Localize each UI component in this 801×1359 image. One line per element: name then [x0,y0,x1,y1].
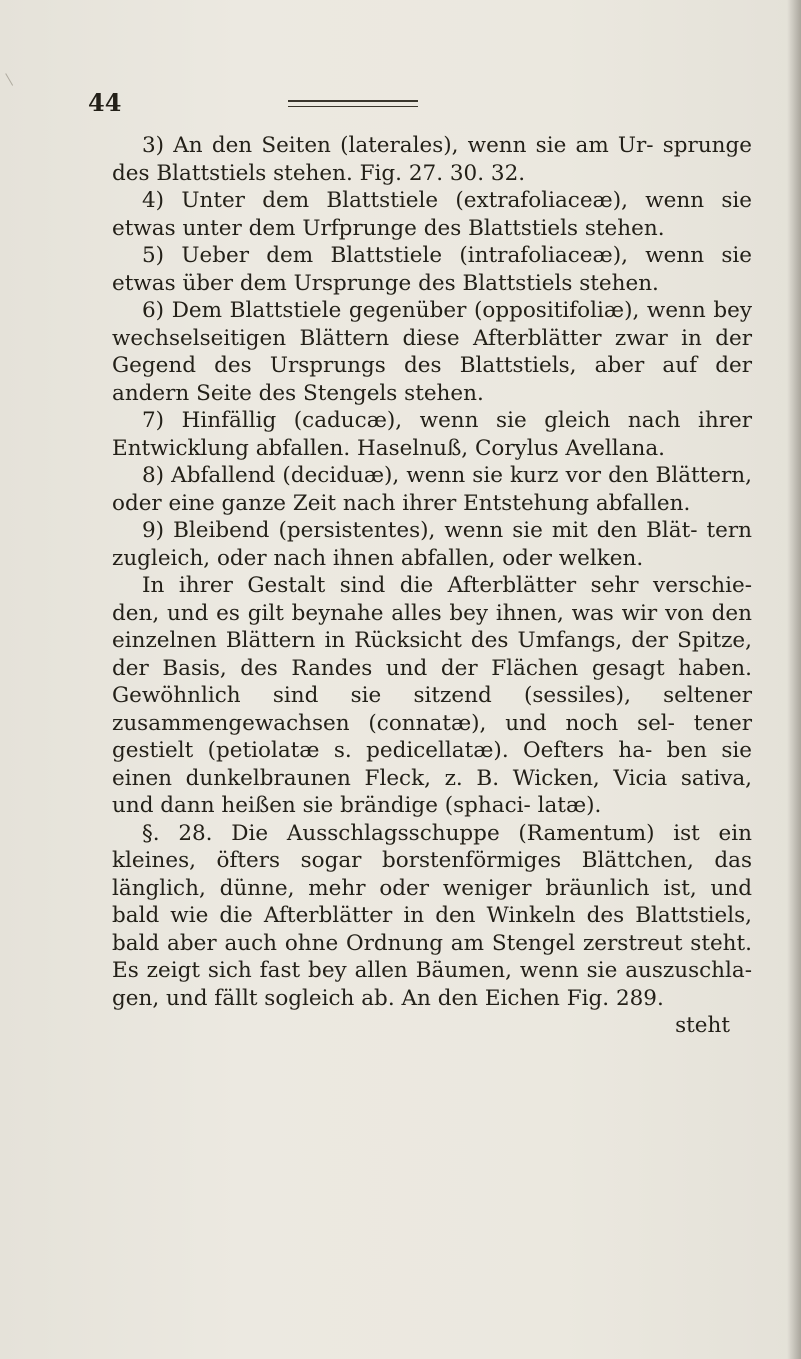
paragraph-ramentum: §. 28. Die Ausschlagsschuppe (Ramentum) ist ein kleines, öfters sogar borstenförmiges Blättchen, das länglich, dünne, mehr oder weniger bräunlich ist, und bald wie die Afterblätter in den Winkeln des Blattstiels, bald aber auch ohne Ordnung am Stengel zerstreut steht. Es zeigt sich fast bey allen Bäumen, wenn sie auszuschla- gen, und fällt sogleich ab. An den Eichen Fig. 289. [112,820,752,1011]
list-item: 6) Dem Blattstiele gegenüber (oppositifoliæ), wenn bey wechselseitigen Blättern diese Afterblätter zwar in der Gegend des Ursprungs des Blattstiels, aber auf der andern Seite des Stengels stehen. [112,298,752,406]
header-rule [288,100,418,107]
list-item: 9) Bleibend (persistentes), wenn sie mit den Blät- tern zugleich, oder nach ihnen abfallen, oder welken. [112,518,752,571]
page-header [88,88,728,128]
page-content [112,132,752,1040]
list-item: 8) Abfallend (deciduæ), wenn sie kurz vor den Blättern, oder eine ganze Zeit nach ihrer Entstehung abfallen. [112,463,752,516]
page-number: 44 [88,88,122,117]
catchword: steht [675,1013,730,1038]
paragraph-gestalt: In ihrer Gestalt sind die Afterblätter sehr verschie- den, und es gilt beynahe alles bey ihnen, was wir von den einzelnen Blättern in Rücksicht des Umfangs, der Spitze, der Basis, des Randes und der Flächen gesagt haben. Gewöhnlich sind sie sitzend (sessiles), seltener zusammengewachsen (connatæ), und noch sel- tener gestielt (petiolatæ s. pedicellatæ). Oefters ha- ben sie einen dunkelbraunen Fleck, z. B. Wicken, Vicia sativa, und dann heißen sie brändige (sphaci- latæ). [112,573,752,818]
list-item: 4) Unter dem Blattstiele (extrafoliaceæ), wenn sie etwas unter dem Urfprunge des Blattstiels stehen. [112,188,752,241]
list-item: 3) An den Seiten (laterales), wenn sie am Ur- sprunge des Blattstiels stehen. Fig. 27. 30. 32. [112,133,752,186]
list-item: 7) Hinfällig (caducæ), wenn sie gleich nach ihrer Entwicklung abfallen. Haselnuß, Corylus Avellana. [112,408,752,461]
list-item: 5) Ueber dem Blattstiele (intrafoliaceæ), wenn sie etwas über dem Ursprunge des Blattstiels stehen. [112,243,752,296]
page-edge-shadow [787,0,801,1359]
